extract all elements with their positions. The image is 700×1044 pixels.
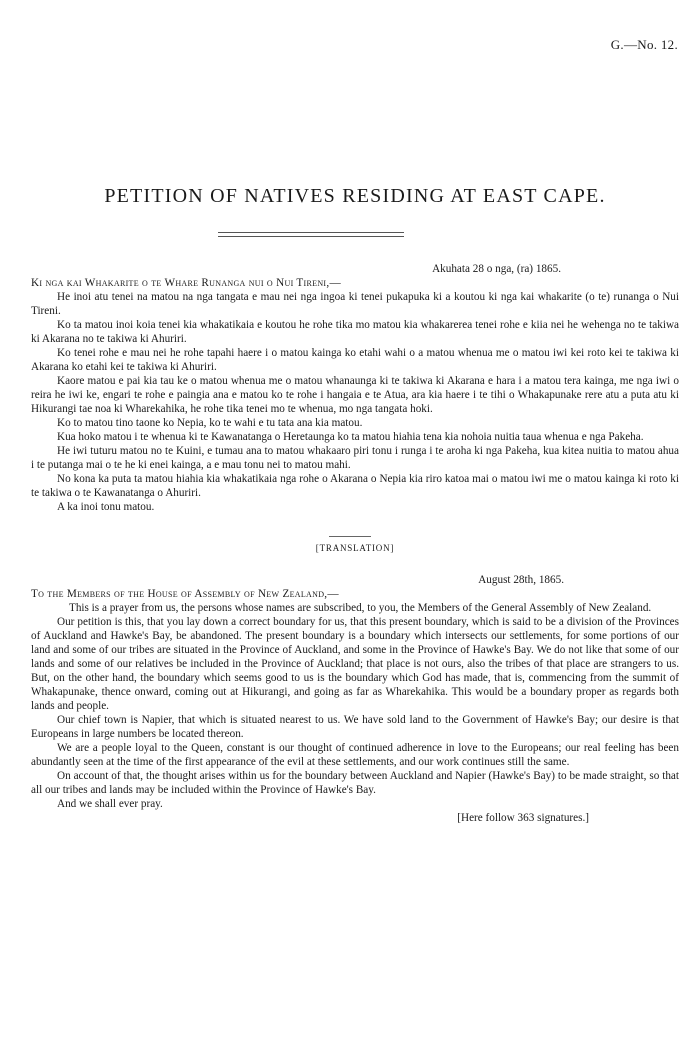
- maori-paragraph: Kaore matou e pai kia tau ke o matou whenua me o matou whanaunga ki te takiwa ki Akarana e hara i a matou tera kainga, me nga iwi o reira he iwi ke, engari te rohe e paingia ana e matou ko te rohe i hangaia e te Atua, ara kia haere i te tihi o Whakapunake rere atu a puta atu ki Hikurangi tae noa ki Wharekahika, he rohe tika tenei mo te whenua, mo nga tangata hoki.: [31, 375, 679, 415]
- maori-paragraph: Kua hoko matou i te whenua ki te Kawanatanga o Heretaunga ko ta matou hiahia tena kia nohoia nuitia taua whenua e nga Pakeha.: [57, 431, 644, 443]
- maori-paragraph: No kona ka puta ta matou hiahia kia whakatikaia nga rohe o Akarana o Nepia kia riro katoa mai o matou iwi me o matou kainga ki roto ki te takiwa o te Kawanatanga o Ahuriri.: [31, 473, 679, 499]
- title-divider: [218, 232, 404, 237]
- english-paragraph: Our petition is this, that you lay down a correct boundary for us, that this present boundary, which is said to be a division of the Provinces of Auckland and Hawke's Bay, be abandoned. The present boundary is a boundary which intersects our settlements, for some portions of our land and some of our tribes are situated in the Province of Auckland, and some in the Province of Hawke's Bay. We do not like that some of our lands and some of our relatives be included in the Province of Auckland; that place is not ours, also the tribes of that place are strangers to us. But, on the other hand, the boundary which seems good to us is the boundary which God has made, that is, commencing from the summit of Whakapunake, thence onward, coming out at Hikurangi, and going as far as Wharekahika. This would be a boundary proper as regards both lands and people.: [31, 616, 679, 712]
- english-petition: [31, 573, 679, 825]
- english-date: August 28th, 1865.: [478, 574, 564, 586]
- maori-paragraph: He iwi tuturu matou no te Kuini, e tumau ana to matou whakaaro piri tonu i runga i te aroha ki nga Pakeha, kua kitea nuitia to matou ahua i te putanga mai o te he ki enei kainga, a e mau tonu nei to matou mahi.: [31, 445, 679, 471]
- english-paragraph: On account of that, the thought arises within us for the boundary between Auckland and Napier (Hawke's Bay) to be made straight, so that all our tribes and lands may be included within the Province of Hawke's Bay.: [31, 770, 679, 796]
- maori-petition: [31, 262, 679, 514]
- maori-paragraph: Ko ta matou inoi koia tenei kia whakatikaia e koutou he rohe tika mo matou kia whakarerea tenei rohe e kiia nei he wehenga no te takiwa ki Akarana no te takiwa ki Ahuriri.: [31, 319, 679, 345]
- document-reference: G.—No. 12.: [610, 37, 678, 52]
- maori-paragraph: A ka inoi tonu matou.: [57, 501, 155, 513]
- english-paragraph: We are a people loyal to the Queen, constant is our thought of continued adherence in love to the Europeans; our real feeling has been abundantly seen at the time of the first appearance of the evil at these settlements, and our work continues still the same.: [31, 742, 679, 768]
- english-paragraph: Our chief town is Napier, that which is situated nearest to us. We have sold land to the Government of Hawke's Bay; our desire is that Europeans in large numbers be located thereon.: [31, 714, 679, 740]
- document-title: PETITION OF NATIVES RESIDING AT EAST CAPE.: [104, 185, 606, 207]
- english-address: To the Members of the House of Assembly of New Zealand,—: [31, 588, 339, 600]
- translation-label: [TRANSLATION]: [315, 543, 395, 553]
- english-paragraph: This is a prayer from us, the persons whose names are subscribed, to you, the Members of the General Assembly of New Zealand.: [69, 602, 652, 614]
- maori-paragraph: Ko tenei rohe e mau nei he rohe tapahi haere i o matou kainga ko etahi wahi o a matou whenua me o matou iwi kei roto kei te takiwa ki Akarana ko etahi kei te takiwa ki Ahuriri.: [31, 347, 679, 373]
- section-divider: [329, 536, 371, 537]
- signatures-note: [Here follow 363 signatures.]: [457, 812, 589, 824]
- english-paragraph: And we shall ever pray.: [57, 798, 163, 810]
- maori-paragraph: Ko to matou tino taone ko Nepia, ko te wahi e tu tata ana kia matou.: [57, 417, 363, 429]
- maori-date: Akuhata 28 o nga, (ra) 1865.: [432, 263, 561, 275]
- maori-address: Ki nga kai Whakarite o te Whare Runanga nui o Nui Tireni,—: [31, 277, 341, 289]
- maori-paragraph: He inoi atu tenei na matou na nga tangata e mau nei nga ingoa ki tenei pukapuka ki a koutou ki nga kai whakarite (o te) runanga o Nui Tireni.: [31, 291, 679, 317]
